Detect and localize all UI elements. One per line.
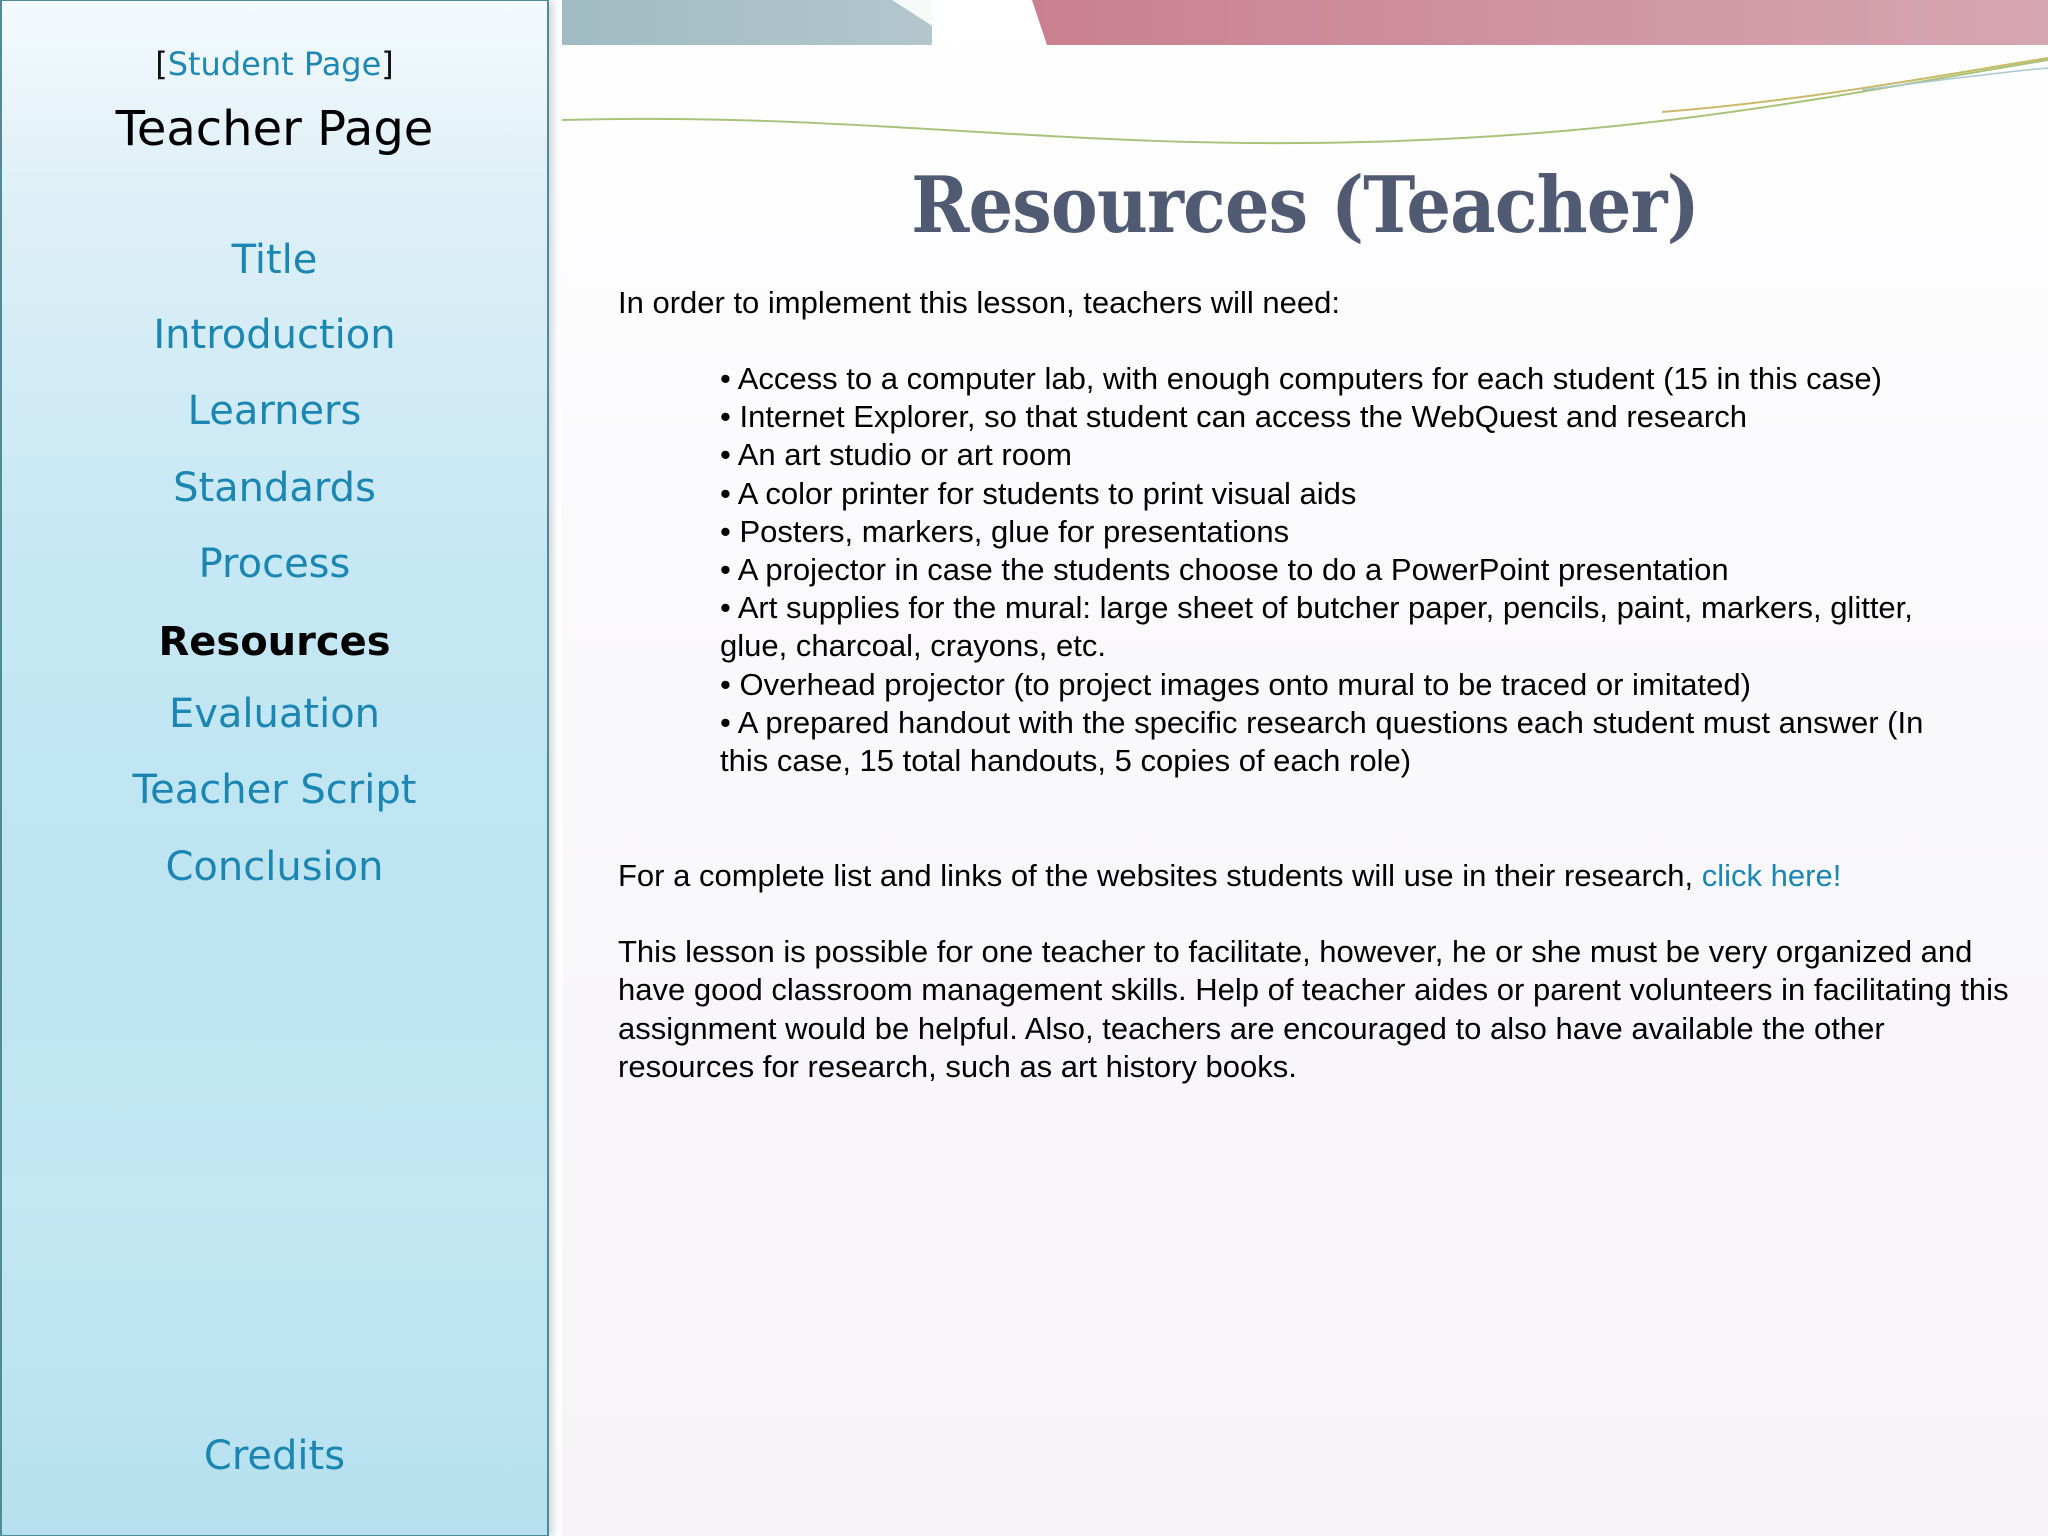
open-bracket: [ bbox=[155, 45, 168, 83]
list-item: • A color printer for students to print visual aids bbox=[720, 475, 1357, 511]
nav-item-introduction[interactable]: Introduction bbox=[153, 312, 396, 358]
nav-item-evaluation[interactable]: Evaluation bbox=[168, 691, 381, 737]
sidebar-title: Teacher Page bbox=[115, 101, 434, 157]
resource-list bbox=[720, 360, 1960, 780]
nav-item-conclusion[interactable]: Conclusion bbox=[165, 844, 384, 890]
list-item: • Access to a computer lab, with enough computers for each student (15 in this case) bbox=[720, 361, 1882, 396]
decorative-banner bbox=[562, 0, 2048, 45]
list-item: • Art supplies for the mural: large sheet of butcher paper, pencils, paint, markers, glitter, glue, charcoal, crayons, etc. bbox=[720, 590, 1913, 664]
nav-item-teacher-script[interactable]: Teacher Script bbox=[132, 767, 417, 813]
list-item: • Posters, markers, glue for presentations bbox=[720, 513, 1290, 549]
nav-item-resources[interactable]: Resources bbox=[158, 619, 391, 665]
nav-item-title[interactable]: Title bbox=[231, 237, 318, 283]
student-page-link[interactable]: Student Page bbox=[167, 45, 382, 83]
banner-graphic bbox=[562, 0, 2048, 45]
sidebar bbox=[0, 0, 549, 1536]
list-item: • A prepared handout with the specific research questions each student must answer (In this case, 15 total handouts, 5 copies of each role) bbox=[720, 704, 1924, 779]
nav-item-credits[interactable]: Credits bbox=[203, 1433, 346, 1479]
list-item: • Overhead projector (to project images onto mural to be traced or imitated) bbox=[720, 666, 1751, 702]
nav-item-standards[interactable]: Standards bbox=[173, 465, 376, 511]
closing-paragraph: This lesson is possible for one teacher to facilitate, however, he or she must be very organized and have good classroom management skills. Help of teacher aides or parent volunteers in facilitating this assignment would be helpful. Also, teachers are encouraged to also have available the other resources for research, such as art history books. bbox=[618, 934, 2009, 1084]
list-item: • Internet Explorer, so that student can access the WebQuest and research bbox=[720, 399, 1747, 435]
page-heading: Resources (Teacher) bbox=[911, 160, 1699, 251]
decorative-swoosh bbox=[562, 50, 2048, 160]
list-item: • A projector in case the students choose to do a PowerPoint presentation bbox=[720, 552, 1729, 588]
student-page-link-row bbox=[2, 45, 547, 83]
intro-text: In order to implement this lesson, teachers will need: bbox=[618, 285, 1340, 320]
websites-paragraph bbox=[618, 857, 2018, 895]
list-item: • An art studio or art room bbox=[720, 437, 1073, 473]
websites-link[interactable]: click here! bbox=[1701, 858, 1842, 893]
nav-item-learners[interactable]: Learners bbox=[187, 388, 362, 434]
websites-text: For a complete list and links of the websites students will use in their research, bbox=[618, 858, 1702, 893]
nav-item-process[interactable]: Process bbox=[198, 541, 351, 587]
close-bracket: ] bbox=[381, 45, 394, 83]
